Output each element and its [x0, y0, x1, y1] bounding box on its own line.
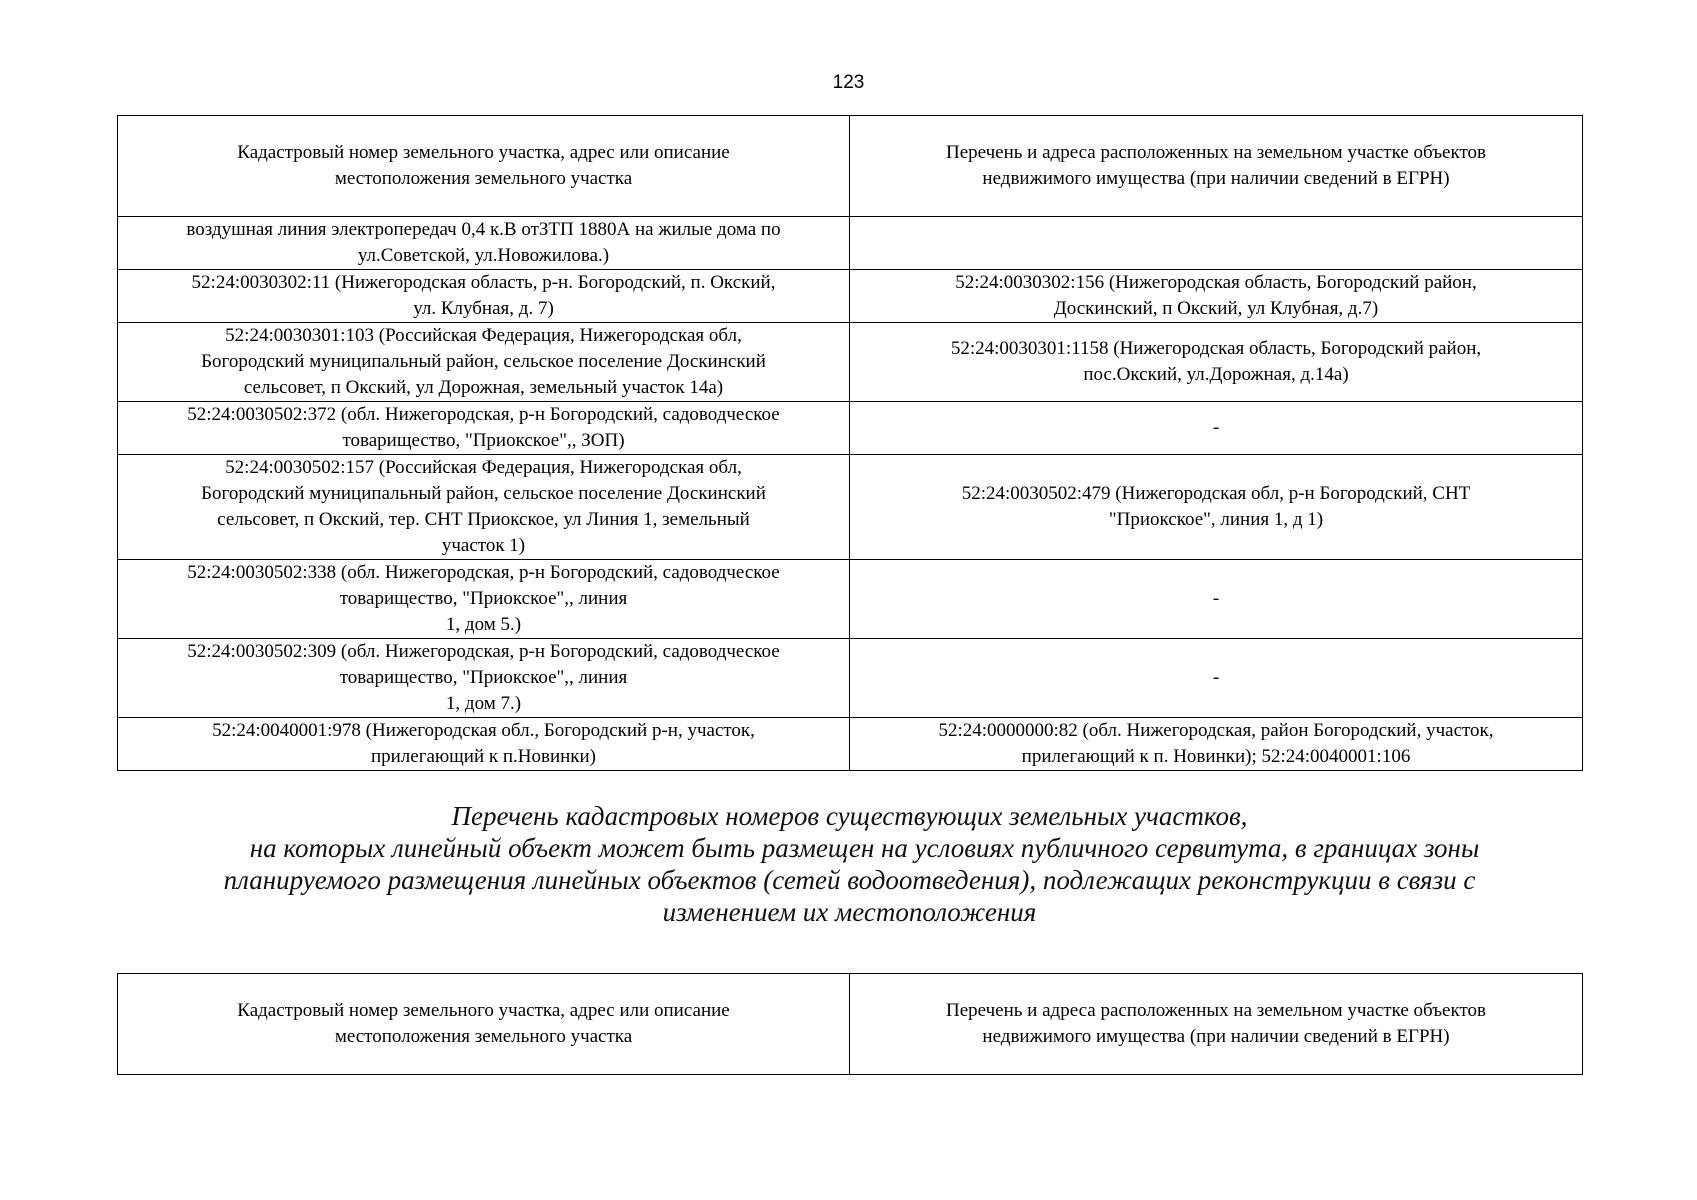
cell-land-plot: 52:24:0030502:338 (обл. Нижегородская, р-н Богородский, садоводческое товарищество, "Приокское",, линия 1, дом 5.) [118, 560, 850, 639]
cell-land-plot: 52:24:0040001:978 (Нижегородская обл., Богородский р-н, участок, прилегающий к п.Новинки) [118, 718, 850, 771]
cell-land-plot: 52:24:0030502:157 (Российская Федерация, Нижегородская обл, Богородский муниципальный район, сельское поселение Доскинский сельсовет, п Окский, тер. СНТ Приокское, ул Линия 1, земельный участок 1) [118, 455, 850, 560]
cell-objects [850, 217, 1583, 270]
section-caption [117, 800, 1582, 928]
cell-objects: 52:24:0030302:156 (Нижегородская область, Богородский район, Доскинский, п Окский, ул Клубная, д.7) [850, 270, 1583, 323]
cell-objects: - [850, 402, 1583, 455]
caption-line-3: планируемого размещения линейных объектов (сетей водоотведения), подлежащих реконструкции в связи с [223, 865, 1476, 895]
cell-land-plot: воздушная линия электропередач 0,4 к.В отЗТП 1880А на жилые дома по ул.Советской, ул.Новожилова.) [118, 217, 850, 270]
table-row [118, 323, 1583, 402]
page-number: 123 [832, 72, 865, 93]
cell-land-plot: 52:24:0030502:372 (обл. Нижегородская, р-н Богородский, садоводческое товарищество, "Приокское",, ЗОП) [118, 402, 850, 455]
cell-objects: - [850, 560, 1583, 639]
table-row [118, 402, 1583, 455]
cell-land-plot: 52:24:0030302:11 (Нижегородская область, р-н. Богородский, п. Окский, ул. Клубная, д. 7) [118, 270, 850, 323]
servitude-plots-table [117, 973, 1583, 1075]
cell-land-plot: 52:24:0030502:309 (обл. Нижегородская, р-н Богородский, садоводческое товарищество, "Приокское",, линия 1, дом 7.) [118, 639, 850, 718]
table-row [118, 270, 1583, 323]
header-cadastral-number: Кадастровый номер земельного участка, адрес или описание местоположения земельного участка [118, 974, 850, 1075]
header-cadastral-number: Кадастровый номер земельного участка, адрес или описание местоположения земельного участка [118, 116, 850, 217]
header-real-estate-objects: Перечень и адреса расположенных на земельном участке объектов недвижимого имущества (при наличии сведений в ЕГРН) [850, 974, 1583, 1075]
table-header-row [118, 974, 1583, 1075]
cell-objects: 52:24:0030502:479 (Нижегородская обл, р-н Богородский, СНТ "Приокское", линия 1, д 1) [850, 455, 1583, 560]
table-row [118, 217, 1583, 270]
cell-land-plot: 52:24:0030301:103 (Российская Федерация, Нижегородская обл, Богородский муниципальный район, сельское поселение Доскинский сельсовет, п Окский, ул Дорожная, земельный участок 14а) [118, 323, 850, 402]
cell-objects: - [850, 639, 1583, 718]
caption-line-2: на которых линейный объект может быть размещен на условиях публичного сервитута, в границах зоны [249, 833, 1480, 863]
table-row [118, 639, 1583, 718]
cell-objects: 52:24:0030301:1158 (Нижегородская область, Богородский район, пос.Окский, ул.Дорожная, д.14а) [850, 323, 1583, 402]
table-row [118, 560, 1583, 639]
land-plots-table [117, 115, 1583, 771]
table-header-row [118, 116, 1583, 217]
table-row [118, 718, 1583, 771]
header-real-estate-objects: Перечень и адреса расположенных на земельном участке объектов недвижимого имущества (при наличии сведений в ЕГРН) [850, 116, 1583, 217]
caption-line-1: Перечень кадастровых номеров существующих земельных участков, [451, 801, 1248, 831]
caption-line-4: изменением их местоположения [662, 897, 1037, 927]
table-row [118, 455, 1583, 560]
cell-objects: 52:24:0000000:82 (обл. Нижегородская, район Богородский, участок, прилегающий к п. Новинки); 52:24:0040001:106 [850, 718, 1583, 771]
